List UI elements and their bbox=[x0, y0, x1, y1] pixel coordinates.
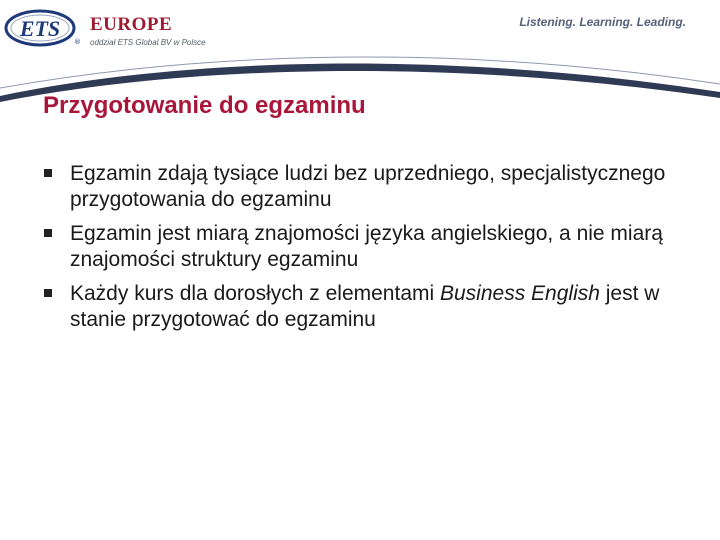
tagline: Listening. Learning. Leading. bbox=[519, 15, 686, 29]
bullet-text-italic: Business English bbox=[440, 282, 600, 305]
bullet-text-start: Każdy kurs dla dorosłych z elementami bbox=[70, 282, 440, 305]
square-bullet-icon bbox=[44, 169, 52, 177]
square-bullet-icon bbox=[44, 229, 52, 237]
bullet-text-end: jest w stanie przygotować do egzaminu bbox=[70, 282, 660, 331]
brand-name: EUROPE bbox=[90, 14, 173, 35]
bullet-text: Egzamin jest miarą znajomości języka angielskiego, a nie miarą znajomości struktury egzaminu bbox=[70, 222, 663, 271]
ets-logo-text: ETS bbox=[19, 16, 61, 41]
square-bullet-icon bbox=[44, 289, 52, 297]
slide-title: Przygotowanie do egzaminu bbox=[43, 92, 366, 119]
brand-subtitle: oddział ETS Global BV w Polsce bbox=[90, 38, 206, 47]
bullet-text: Egzamin zdają tysiące ludzi bez uprzedniego, specjalistycznego przygotowania do egzaminu bbox=[70, 162, 666, 211]
bullet-list bbox=[44, 161, 704, 341]
bullet-item bbox=[44, 161, 704, 213]
bullet-item bbox=[44, 281, 704, 333]
bullet-item bbox=[44, 221, 704, 273]
registered-mark-icon: ® bbox=[74, 38, 81, 46]
